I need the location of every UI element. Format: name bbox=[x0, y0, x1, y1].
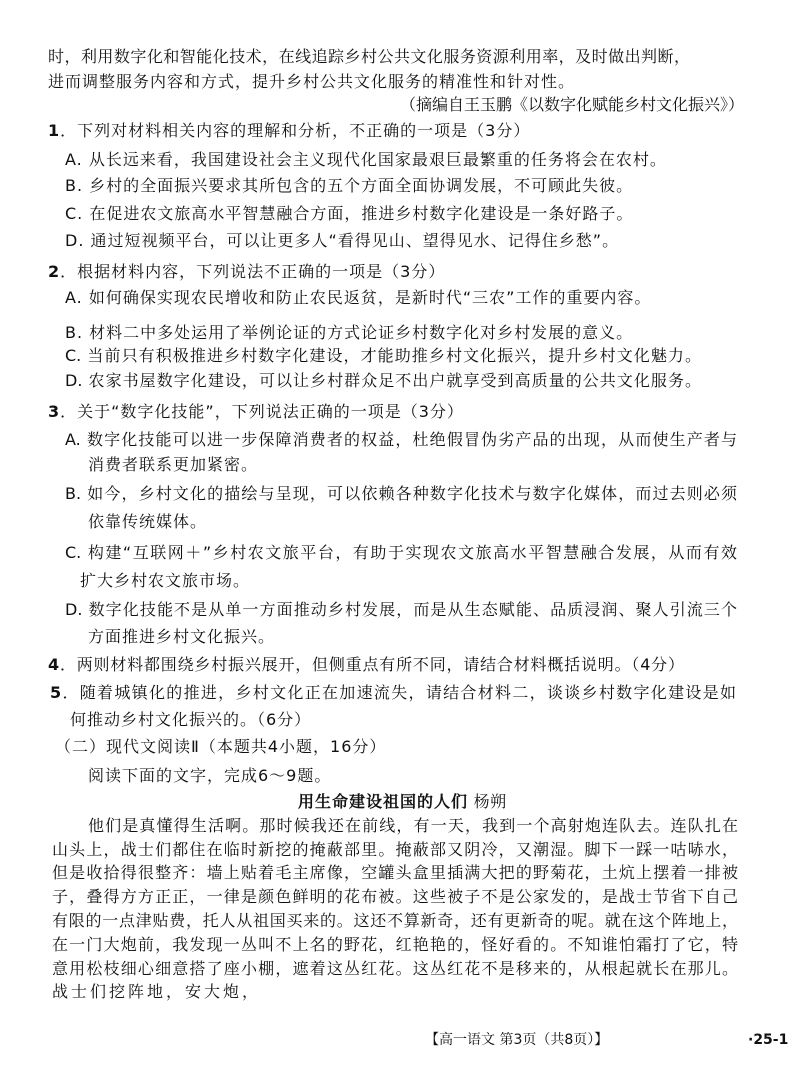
option-b-continued: 依靠传统媒体。 bbox=[88, 512, 208, 531]
question-stem: ．根据材料内容，下列说法不正确的一项是（3分） bbox=[60, 262, 446, 281]
material-line: 进而调整服务内容和方式，提升乡村公共文化服务的精准性和针对性。 bbox=[48, 72, 576, 91]
question-number: 3 bbox=[48, 402, 61, 421]
option-a: A. 如何确保实现农民增收和防止农民返贫，是新时代“三农”工作的重要内容。 bbox=[65, 288, 652, 307]
option-c: C. 当前只有积极推进乡村数字化建设，才能助推乡村文化振兴，提升乡村文化魅力。 bbox=[65, 346, 701, 365]
option-d: D. 通过短视频平台，可以让更多人“看得见山、望得见水、记得住乡愁”。 bbox=[65, 231, 620, 250]
paragraph-line: 但是收拾得很整齐：墙上贴着毛主席像，空罐头盒里插满大把的野菊花，土炕上摆着一排被 bbox=[52, 863, 738, 882]
paragraph-line: 战士们挖阵地，安大炮， bbox=[52, 982, 262, 1001]
question-stem: ．两则材料都围绕乡村振兴展开，但侧重点有所不同，请结合材料概括说明。（4分） bbox=[59, 655, 684, 674]
question-stem: ．随着城镇化的推进，乡村文化正在加速流失，请结合材料二，谈谈乡村数字化建设是如 bbox=[61, 683, 736, 702]
option-b: B. 乡村的全面振兴要求其所包含的五个方面全面协调发展，不可顾此失彼。 bbox=[65, 176, 634, 195]
question-number: 1 bbox=[48, 121, 61, 140]
option-b: B. 材料二中多处运用了举例论证的方式论证乡村数字化对乡村发展的意义。 bbox=[65, 323, 634, 342]
paragraph-line: 有限的一点津贴费，托人从祖国买来的。这还不算新奇，还有更新奇的呢。就在这个阵地上， bbox=[52, 911, 738, 930]
paragraph-line: 意用松枝细心细意搭了座小棚，遮着这丛红花。这丛红花不是移来的，从根起就长在那儿。 bbox=[52, 959, 738, 978]
option-c: C. 构建“互联网＋”乡村农文旅平台，有助于实现农文旅高水平智慧融合发展，从而有效 bbox=[65, 543, 737, 562]
section-heading: （二）现代文阅读Ⅱ（本题共4小题，16分） bbox=[55, 737, 387, 756]
paragraph-line: 在一门大炮前，我发现一丛叫不上名的野花，红艳艳的，怪好看的。不知谁怕霜打了它，特 bbox=[52, 935, 738, 954]
option-a: A. 从长远来看，我国建设社会主义现代化国家最艰巨最繁重的任务将会在农村。 bbox=[65, 150, 667, 169]
material-line: 时，利用数字化和智能化技术，在线追踪乡村公共文化服务资源利用率，及时做出判断， bbox=[48, 47, 690, 66]
question-number: 5 bbox=[50, 683, 62, 702]
exam-code: ·25-1 bbox=[748, 1032, 789, 1048]
article-title: 用生命建设祖国的人们 bbox=[298, 792, 469, 811]
question-stem: ．关于“数字化技能”，下列说法正确的一项是（3分） bbox=[60, 402, 464, 421]
option-d: D. 农家书屋数字化建设，可以让乡村群众足不出户就享受到高质量的公共文化服务。 bbox=[65, 371, 701, 390]
option-d: D. 数字化技能不是从单一方面推动乡村发展，而是从生态赋能、品质浸润、聚人引流三个 bbox=[65, 600, 737, 619]
section-instruction: 阅读下面的文字，完成6～9题。 bbox=[88, 766, 332, 785]
question-number: 4 bbox=[48, 655, 60, 674]
page-number-label: 【高一语文 第3页（共8页）】 bbox=[425, 1032, 609, 1048]
option-a: A. 数字化技能可以进一步保障消费者的权益，杜绝假冒伪劣产品的出现，从而使生产者与 bbox=[65, 430, 737, 449]
question-number: 2 bbox=[48, 262, 61, 281]
question-stem: ．下列对材料相关内容的理解和分析，不正确的一项是（3分） bbox=[60, 121, 531, 140]
option-a-continued: 消费者联系更加紧密。 bbox=[88, 455, 259, 474]
paragraph-line: 山头上，战士们都住在临时新挖的掩蔽部里。掩蔽部又阴冷，又潮湿。脚下一踩一咕哧水， bbox=[52, 840, 738, 859]
option-b: B. 如今，乡村文化的描绘与呈现，可以依赖各种数字化技术与数字化媒体，而过去则必须 bbox=[65, 484, 737, 503]
paragraph-line: 他们是真懂得生活啊。那时候我还在前线，有一天，我到一个高射炮连队去。连队扎在 bbox=[88, 816, 738, 835]
option-d-continued: 方面推进乡村文化振兴。 bbox=[88, 627, 276, 646]
citation: （摘编自王玉鹏《以数字化赋能乡村文化振兴》） bbox=[400, 95, 745, 114]
option-c-continued: 扩大乡村农文旅市场。 bbox=[80, 571, 251, 590]
option-c: C. 在促进农文旅高水平智慧融合方面，推进乡村数字化建设是一条好路子。 bbox=[65, 204, 634, 223]
question-stem-continued: 何推动乡村文化振兴的。（6分） bbox=[70, 710, 312, 729]
article-author: 杨朔 bbox=[473, 792, 507, 811]
paragraph-line: 子，叠得方方正正，一律是颜色鲜明的花布被。这些被子不是公家发的，是战士节省下自己 bbox=[52, 887, 738, 906]
article-heading bbox=[298, 792, 507, 812]
